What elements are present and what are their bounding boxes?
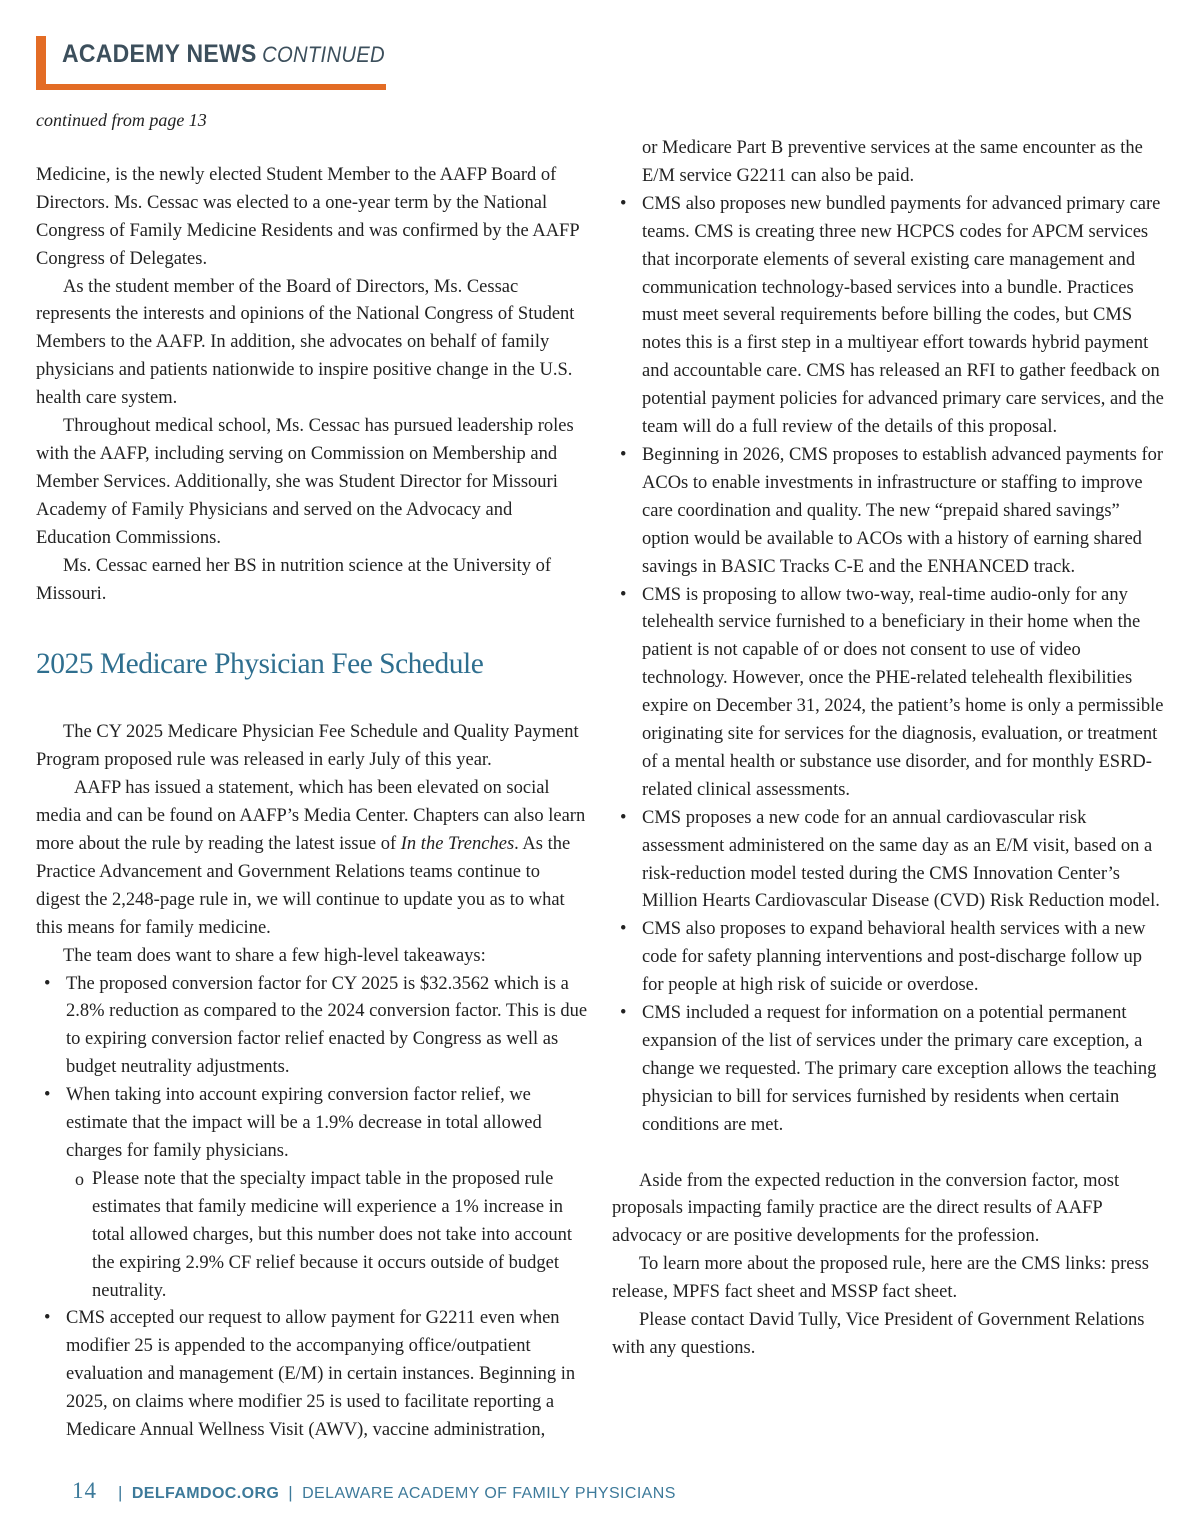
paragraph: To learn more about the proposed rule, here are the CMS links: press release, MPFS fact sheet and MSSP fact sheet. xyxy=(612,1254,1149,1303)
paragraph: Throughout medical school, Ms. Cessac has pursued leadership roles with the AAFP, including serving on Commission on Membership and Member Services. Additionally, she was Student Director for Missouri Academy of Family Physicians and served on the Advocacy and Education Commissions. xyxy=(36,416,574,548)
footer-separator: | xyxy=(288,1483,294,1502)
text: . As the Practice Advancement and Government Relations teams continue to digest the 2,248-page rule in, we will continue to update you as to what this means for family medicine. xyxy=(36,834,571,938)
list-item: • CMS included a request for information on a potential permanent expansion of the list of services under the primary care exception, a change we requested. The primary care exception allows the teaching physician to bill for services furnished by residents when certain conditions are met. xyxy=(612,1000,1168,1140)
paragraph: As the student member of the Board of Directors, Ms. Cessac represents the interests and opinions of the National Congress of Student Members to the AAFP. In addition, she advocates on behalf of family physicians and patients nationwide to inspire positive change in the U.S. health care system. xyxy=(36,276,575,409)
paragraph xyxy=(36,775,588,942)
left-column xyxy=(36,107,588,1445)
sub-list-item: o Please note that the specialty impact table in the proposed rule estimates that family medicine will experience a 1% increase in total allowed charges, but this number does not take into account the expiring 2.9% CF relief because it occurs outside of budget neutrality. xyxy=(66,1166,588,1306)
list-item: • CMS accepted our request to allow payment for G2211 even when modifier 25 is appended to the accompanying office/outpatient evaluation and management (E/M) in certain instances. Beginning in 2025, on claims where modifier 25 is used to facilitate reporting a Medicare Annual Wellness Visit (AWV), vaccine administration, xyxy=(36,1305,588,1445)
spacer xyxy=(612,1140,1168,1168)
page-footer xyxy=(72,1478,676,1504)
header-underline xyxy=(36,84,386,90)
list-item: • CMS proposes a new code for an annual cardiovascular risk assessment administered on the same day as an E/M visit, based on a risk-reduction model tested during the CMS Innovation Center’s Million Hearts Cardiovascular Disease (CVD) Risk Reduction model. xyxy=(612,805,1168,917)
continued-note: continued from page 13 xyxy=(36,110,207,130)
list-item xyxy=(36,1082,588,1305)
list-item: • Beginning in 2026, CMS proposes to establish advanced payments for ACOs to enable investments in infrastructure or staffing to improve care coordination and quality. The new “prepaid shared savings” option would be available to ACOs with a history of earning shared savings in BASIC Tracks C-E and the ENHANCED track. xyxy=(612,442,1168,582)
footer-website: DELFAMDOC.ORG xyxy=(131,1485,280,1502)
paragraph: Please contact David Tully, Vice President of Government Relations with any questions. xyxy=(612,1310,1145,1358)
publication-title: In the Trenches xyxy=(400,834,515,855)
right-column xyxy=(612,135,1168,1363)
text: AAFP has issued a statement, which has been elevated on social media and can be found on AAFP’s Media Center. Chapters can also learn more about the rule by reading the latest issue of xyxy=(36,778,586,855)
section-title: 2025 Medicare Physician Fee Schedule xyxy=(36,648,484,681)
list-item: • CMS also proposes new bundled payments for advanced primary care teams. CMS is creating three new HCPCS codes for APCM services that incorporate elements of several existing care management and communication technology-based services into a bundle. Practices must meet several requirements before billing the codes, but CMS notes this is a first step in a multiyear effort towards hybrid payment and accountable care. CMS has released an RFI to gather feedback on potential payment policies for advanced primary care services, and the team will do a full review of the details of this proposal. xyxy=(612,191,1168,442)
paragraph: Aside from the expected reduction in the conversion factor, most proposals impacting family practice are the direct results of AAFP advocacy or are positive developments for the profession. xyxy=(612,1170,1120,1247)
continued-list-text: or Medicare Part B preventive services at the same encounter as the E/M service G2211 can also be paid. xyxy=(642,138,1143,186)
header-accent-bar xyxy=(36,36,46,90)
footer-separator: | xyxy=(118,1483,123,1502)
paragraph: The team does want to share a few high-level takeaways: xyxy=(63,945,486,966)
paragraph: The CY 2025 Medicare Physician Fee Schedule and Quality Payment Program proposed rule was released in early July of this year. xyxy=(36,722,579,771)
header-title-text: ACADEMY NEWS xyxy=(62,40,257,68)
list-item: • CMS also proposes to expand behavioral health services with a new code for safety planning interventions and post-discharge follow up for people at high risk of suicide or overdose. xyxy=(612,916,1168,1000)
header-subtitle: CONTINUED xyxy=(262,42,385,67)
footer-organization: DELAWARE ACADEMY OF FAMILY PHYSICIANS xyxy=(302,1485,676,1502)
takeaways-list-continued xyxy=(612,191,1168,1140)
paragraph: Ms. Cessac earned her BS in nutrition science at the University of Missouri. xyxy=(36,555,552,604)
page-number: 14 xyxy=(72,1478,97,1503)
takeaways-list xyxy=(36,971,588,1445)
list-item-text: When taking into account expiring conversion factor relief, we estimate that the impact will be a 1.9% decrease in total allowed charges for family physicians. xyxy=(66,1085,542,1161)
sub-list xyxy=(66,1166,588,1306)
list-item: • The proposed conversion factor for CY 2025 is $32.3562 which is a 2.8% reduction as compared to the 2024 conversion factor. This is due to expiring conversion factor relief enacted by Congress as well as budget neutrality adjustments. xyxy=(36,971,588,1083)
header-title xyxy=(62,40,385,69)
paragraph: Medicine, is the newly elected Student Member to the AAFP Board of Directors. Ms. Cessac was elected to a one-year term by the National Congress of Family Medicine Residents and was confirmed by the AAFP Congress of Delegates. xyxy=(36,164,579,269)
list-item: • CMS is proposing to allow two-way, real-time audio-only for any telehealth service furnished to a beneficiary in their home when the patient is not capable of or does not consent to use of video technology. However, once the PHE-related telehealth flexibilities expire on December 31, 2024, the patient’s home is only a permissible originating site for services for the diagnosis, evaluation, or treatment of a mental health or substance use disorder, and for monthly ESRD-related clinical assessments. xyxy=(612,582,1168,805)
